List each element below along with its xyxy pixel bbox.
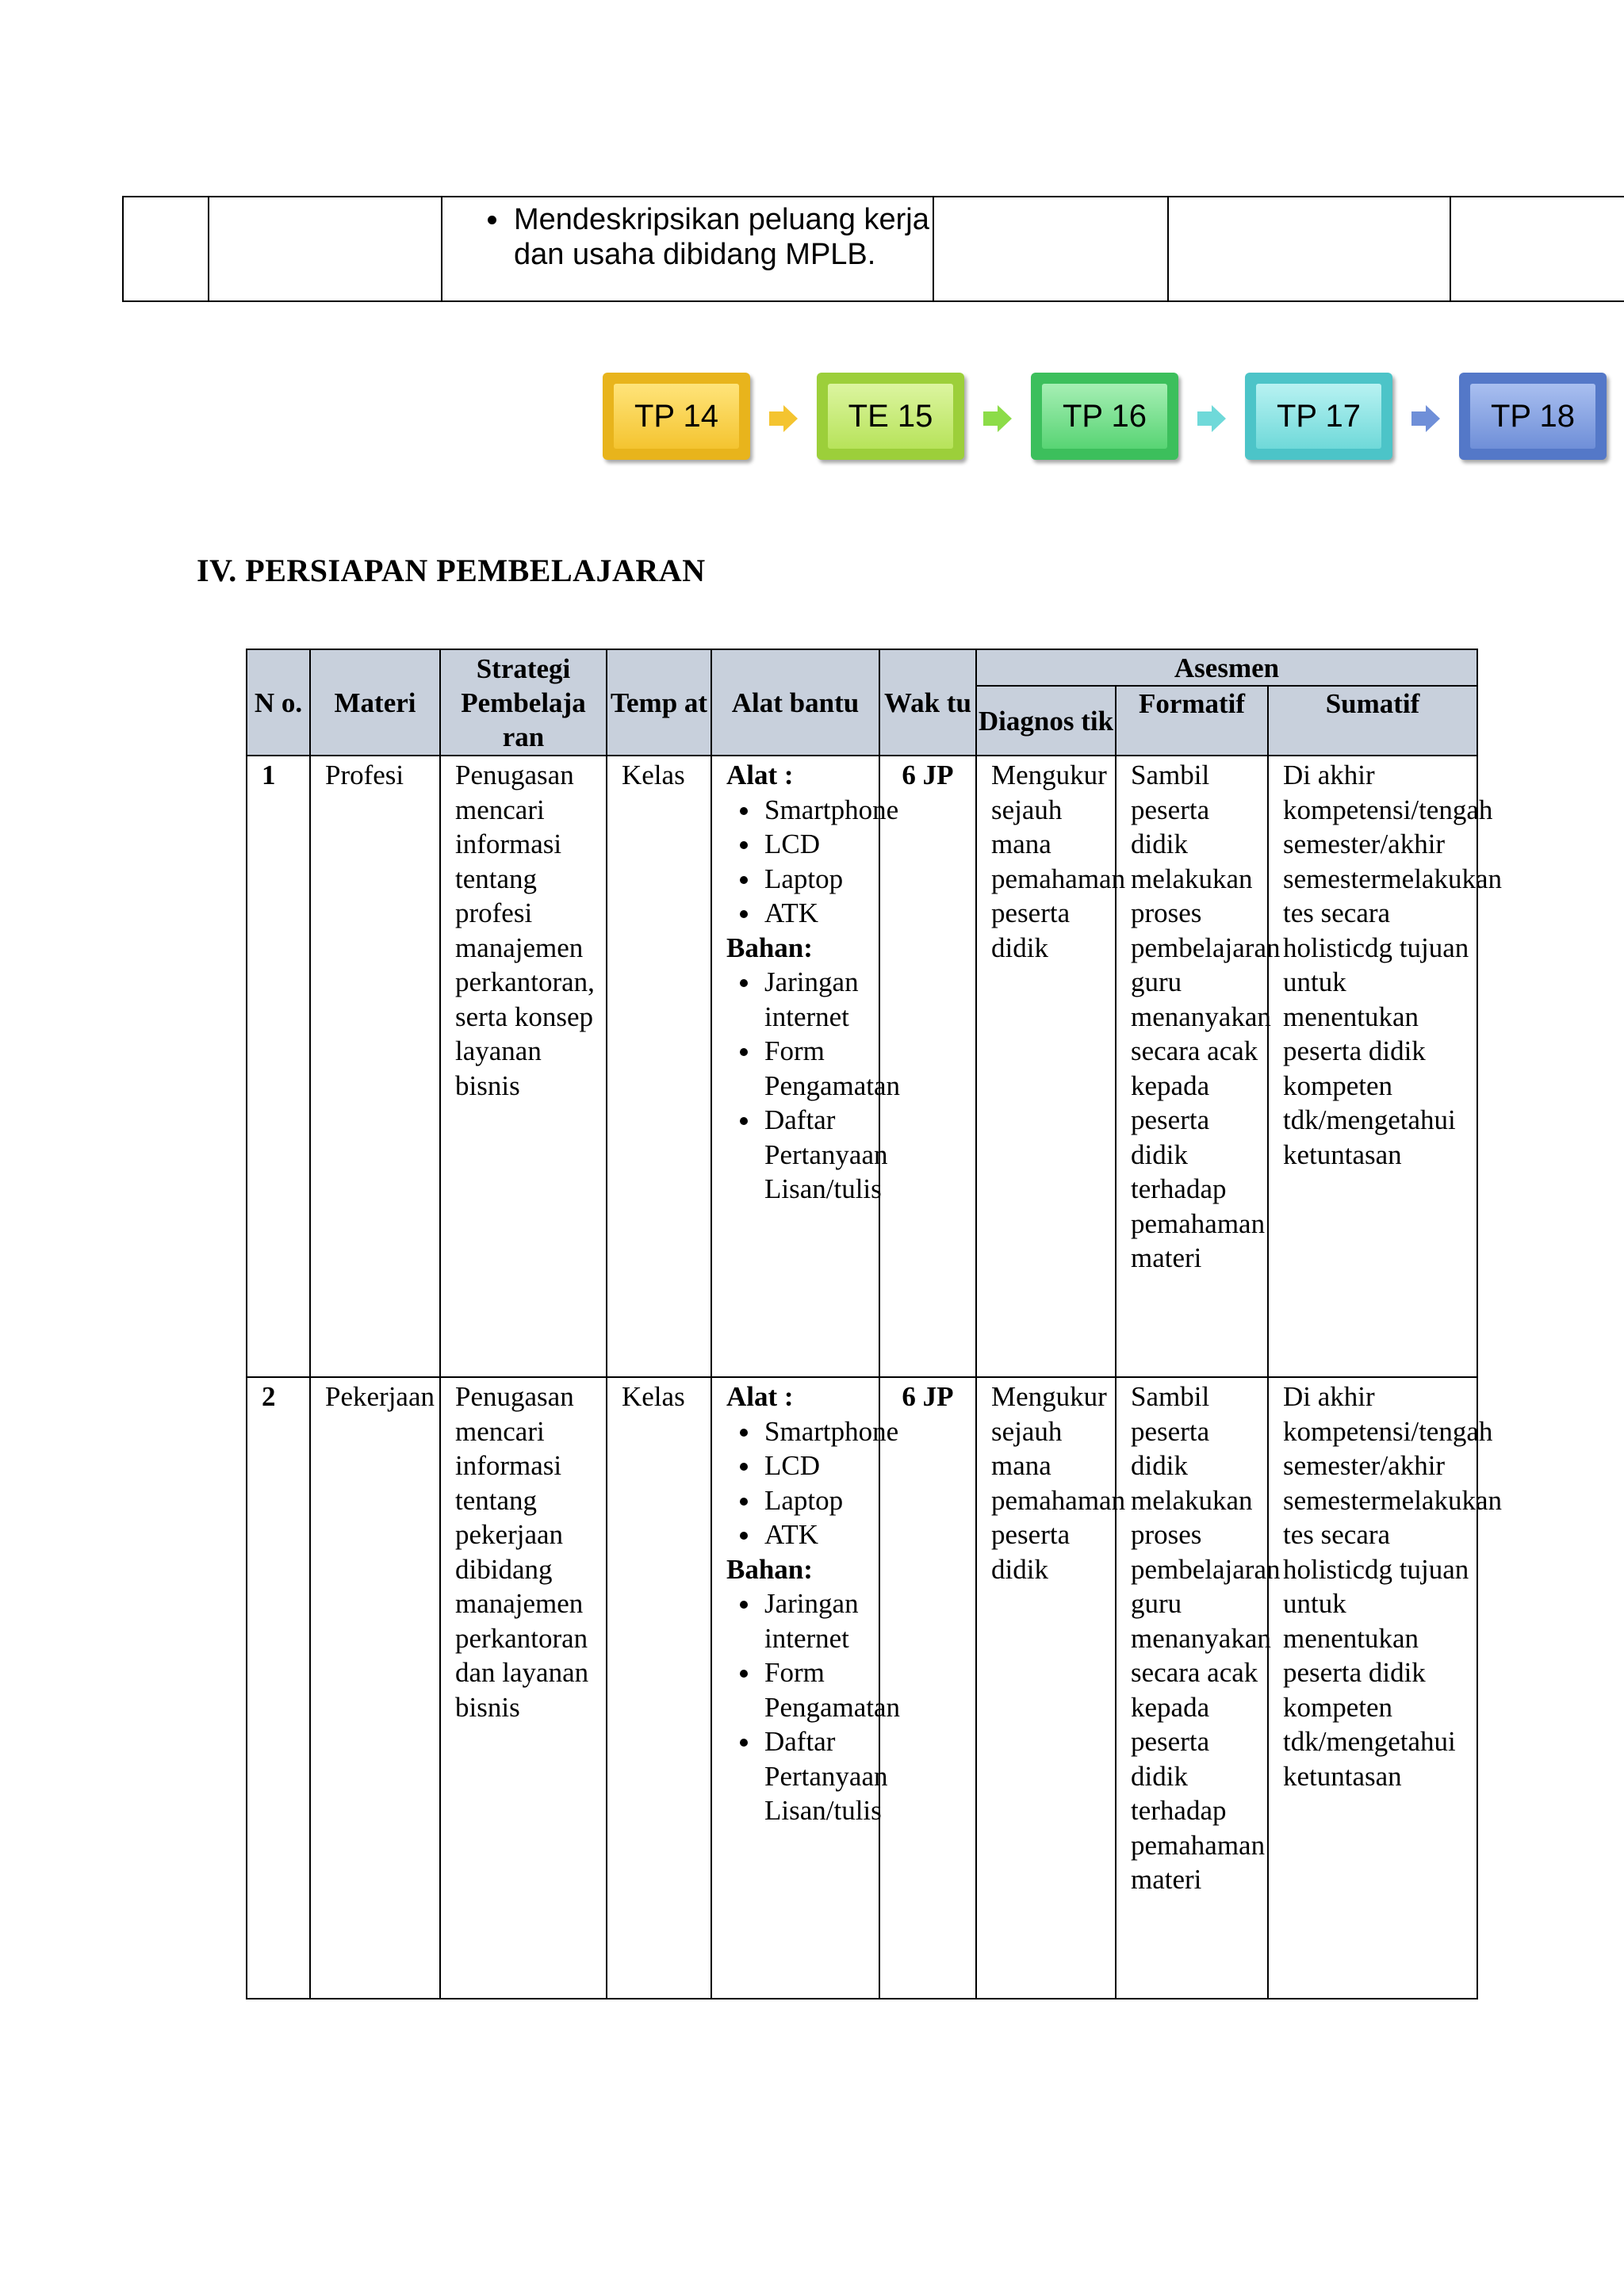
list-item: • LCD bbox=[761, 827, 872, 862]
row-number: 1 bbox=[247, 756, 310, 1377]
header-no: N o. bbox=[247, 649, 310, 756]
header-materi: Materi bbox=[310, 649, 440, 756]
flow-step-5 bbox=[1459, 373, 1607, 460]
row-diagnostik: Mengukur sejauh mana pemahaman peserta didik bbox=[976, 1377, 1116, 1999]
flow-step-3 bbox=[1031, 373, 1178, 460]
row-waktu: 6 JP bbox=[879, 756, 976, 1377]
list-item: • Form Pengamatan bbox=[761, 1655, 872, 1724]
row-strategi: Penugasan mencari informasi tentang pekerjaan dibidang manajemen perkantoran dan layanan bisnis bbox=[440, 1377, 607, 1999]
list-item: • Daftar Pertanyaan Lisan/tulis bbox=[761, 1724, 872, 1828]
header-asesmen: Asesmen bbox=[976, 649, 1477, 686]
header-tempat: Temp at bbox=[607, 649, 711, 756]
flow-step-1 bbox=[603, 373, 750, 460]
table-row bbox=[247, 756, 1477, 1377]
row-alat-bantu bbox=[711, 756, 901, 1377]
list-item: • ATK bbox=[761, 896, 872, 931]
row-sumatif: Di akhir kompetensi/tengah semester/akhir semestermelakukan tes secara holisticdg tujuan untuk menentukan peserta didik kompeten tdk/mengetahui ketuntasan bbox=[1268, 1377, 1477, 1999]
section-title: IV. PERSIAPAN PEMBELAJARAN bbox=[197, 553, 706, 588]
row-tempat: Kelas bbox=[607, 1377, 711, 1999]
bahan-label: Bahan: bbox=[726, 932, 813, 963]
arrow-right-icon bbox=[1196, 403, 1228, 434]
flow-step-label: TP 18 bbox=[1491, 398, 1575, 434]
header-formatif: Formatif bbox=[1116, 686, 1268, 756]
process-flow bbox=[0, 0, 1624, 476]
arrow-right-icon bbox=[1410, 403, 1442, 434]
table-row bbox=[247, 1377, 1477, 1999]
header-row bbox=[247, 649, 1477, 686]
header-sumatif: Sumatif bbox=[1268, 686, 1477, 756]
header-waktu: Wak tu bbox=[879, 649, 976, 756]
list-item: • Smartphone bbox=[761, 1414, 872, 1449]
alat-label: Alat : bbox=[726, 760, 794, 790]
header-strategi: Strategi Pembelaja ran bbox=[440, 649, 607, 756]
arrow-right-icon bbox=[982, 403, 1013, 434]
flow-step-label: TP 17 bbox=[1277, 398, 1361, 434]
flow-step-label: TE 15 bbox=[848, 398, 933, 434]
row-strategi: Penugasan mencari informasi tentang profesi manajemen perkantoran, serta konsep layanan bisnis bbox=[440, 756, 607, 1377]
row-number: 2 bbox=[247, 1377, 310, 1999]
row-formatif: Sambil peserta didik melakukan proses pembelajaran guru menanyakan secara acak kepada peserta didik terhadap pemahaman materi bbox=[1116, 756, 1268, 1377]
row-materi: Profesi bbox=[310, 756, 440, 1377]
alat-label: Alat : bbox=[726, 1381, 794, 1412]
list-item: • Mendeskripsikan peluang kerja dan usaha dibidang MPLB. bbox=[511, 202, 933, 272]
list-item: • Jaringan internet bbox=[761, 1586, 872, 1655]
header-diagnostik: Diagnos tik bbox=[976, 686, 1116, 756]
flow-step-label: TP 14 bbox=[634, 398, 718, 434]
list-item: • Laptop bbox=[761, 1483, 872, 1518]
header-alat-bantu: Alat bantu bbox=[711, 649, 879, 756]
flow-step-2 bbox=[817, 373, 964, 460]
row-sumatif: Di akhir kompetensi/tengah semester/akhir semestermelakukan tes secara holisticdg tujuan untuk menentukan peserta didik kompeten tdk/mengetahui ketuntasan bbox=[1268, 756, 1477, 1377]
row-materi: Pekerjaan bbox=[310, 1377, 440, 1999]
list-item: • Form Pengamatan bbox=[761, 1034, 872, 1103]
list-item: • ATK bbox=[761, 1517, 872, 1552]
row-formatif: Sambil peserta didik melakukan proses pembelajaran guru menanyakan secara acak kepada peserta didik terhadap pemahaman materi bbox=[1116, 1377, 1268, 1999]
list-item: • Jaringan internet bbox=[761, 965, 872, 1034]
list-item: • Smartphone bbox=[761, 793, 872, 828]
flow-step-label: TP 16 bbox=[1063, 398, 1147, 434]
list-item: • Daftar Pertanyaan Lisan/tulis bbox=[761, 1103, 872, 1207]
list-item: • Laptop bbox=[761, 862, 872, 897]
row-diagnostik: Mengukur sejauh mana pemahaman peserta didik bbox=[976, 756, 1116, 1377]
bahan-list bbox=[726, 965, 901, 1207]
learning-preparation-table bbox=[246, 649, 1503, 1999]
row-waktu: 6 JP bbox=[879, 1377, 976, 1999]
arrow-right-icon bbox=[768, 403, 799, 434]
bahan-label: Bahan: bbox=[726, 1553, 813, 1585]
flow-step-4 bbox=[1245, 373, 1392, 460]
alat-list bbox=[726, 1414, 899, 1552]
row-tempat: Kelas bbox=[607, 756, 711, 1377]
row-alat-bantu bbox=[711, 1377, 901, 1999]
bahan-list bbox=[726, 1586, 901, 1828]
list-item: • LCD bbox=[761, 1448, 872, 1483]
alat-list bbox=[726, 793, 899, 931]
